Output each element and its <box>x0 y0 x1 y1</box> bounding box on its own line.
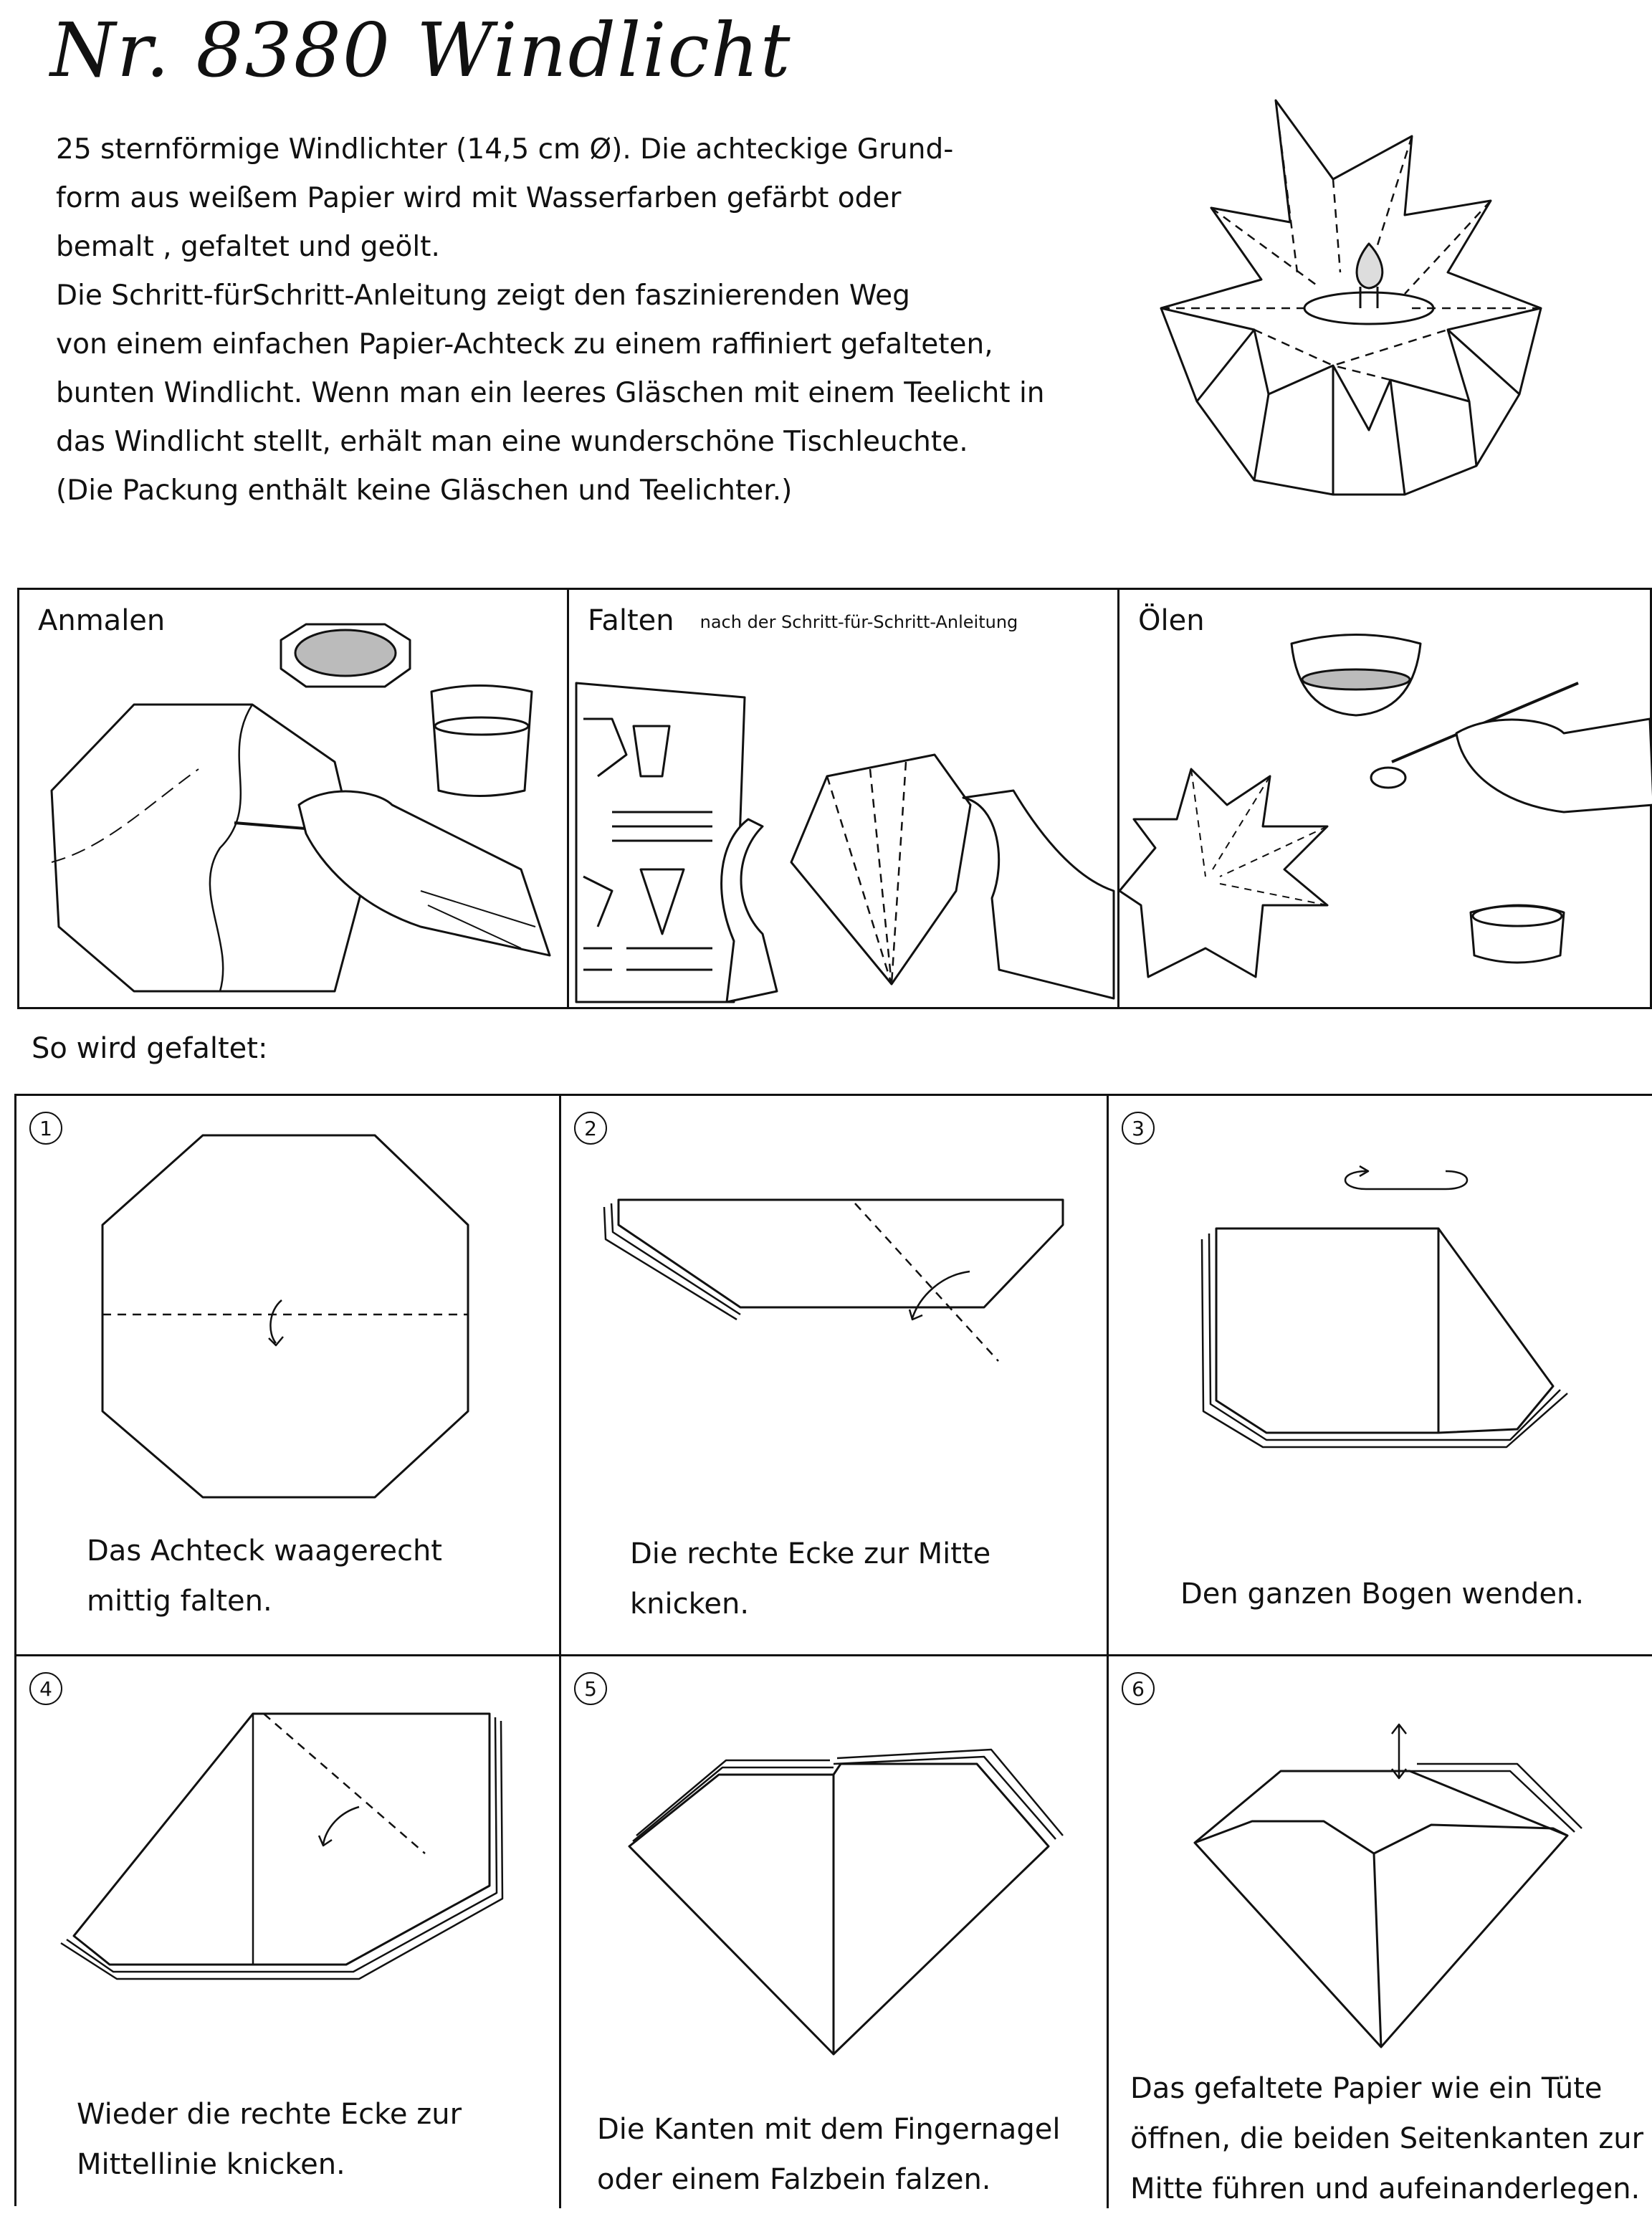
fold-down-arrow-icon <box>269 1300 283 1345</box>
step-number: 3 <box>1122 1112 1155 1145</box>
step-text-line: Mitte führen und aufeinanderlegen. <box>1130 2172 1641 2205</box>
step-number: 2 <box>574 1112 607 1145</box>
turn-over-icon <box>1345 1166 1467 1189</box>
process-strip <box>17 588 1652 1009</box>
intro-line: Die Schritt-fürSchritt-Anleitung zeigt den faszinierenden Weg <box>56 280 910 312</box>
intro-line: von einem einfachen Papier-Achteck zu einem raffiniert gefalteten, <box>56 328 993 361</box>
step-text-line: öffnen, die beiden Seitenkanten zur <box>1130 2122 1644 2155</box>
step-number: 4 <box>29 1672 62 1705</box>
step-text-line: Die rechte Ecke zur Mitte <box>630 1537 991 1570</box>
step-number: 1 <box>29 1112 62 1145</box>
instructions-heading: So wird gefaltet: <box>32 1032 268 1065</box>
oiling-panel <box>1117 590 1652 1007</box>
step-4 <box>16 1656 561 2208</box>
intro-line: (Die Packung enthält keine Gläschen und Teelichter.) <box>56 474 793 507</box>
oiling-label: Ölen <box>1138 604 1205 637</box>
step-text-line: Den ganzen Bogen wenden. <box>1180 1578 1585 1611</box>
step-text-line: Wieder die rechte Ecke zur <box>77 2098 462 2131</box>
painting-illustration <box>19 590 567 1007</box>
oiling-illustration <box>1119 590 1652 1007</box>
folding-note: nach der Schritt-für-Schritt-Anleitung <box>700 612 1018 632</box>
folding-illustration <box>569 590 1119 1007</box>
step-text-line: Das gefaltete Papier wie ein Tüte <box>1130 2072 1603 2105</box>
step-number: 6 <box>1122 1672 1155 1705</box>
intro-line: bunten Windlicht. Wenn man ein leeres Gläschen mit einem Teelicht in <box>56 377 1045 409</box>
fold-arrow-icon <box>319 1807 359 1846</box>
folding-label: Falten <box>588 604 674 637</box>
star-lantern-illustration <box>1132 93 1620 509</box>
painting-panel <box>19 590 567 1007</box>
intro-line: bemalt , gefaltet und geölt. <box>56 231 440 263</box>
intro-line: das Windlicht stellt, erhält man eine wunderschöne Tischleuchte. <box>56 426 968 458</box>
steps-grid <box>14 1094 1652 2206</box>
step-2 <box>561 1096 1109 1656</box>
intro-text <box>56 125 1059 515</box>
step-5 <box>561 1656 1109 2208</box>
intro-line: form aus weißem Papier wird mit Wasserfarben gefärbt oder <box>56 182 902 214</box>
intro-line: 25 sternförmige Windlichter (14,5 cm Ø). Die achteckige Grund- <box>56 133 954 166</box>
step-text-line: mittig falten. <box>87 1585 272 1618</box>
step-6 <box>1109 1656 1652 2208</box>
step-1 <box>16 1096 561 1656</box>
painting-label: Anmalen <box>38 604 166 637</box>
step-text-line: knicken. <box>630 1588 750 1621</box>
step-text-line: Die Kanten mit dem Fingernagel <box>597 2113 1061 2146</box>
step-text-line: Das Achteck waagerecht <box>87 1535 442 1568</box>
step-number: 5 <box>574 1672 607 1705</box>
folding-panel <box>567 590 1117 1007</box>
page-title: Nr. 8380 Windlicht <box>50 6 792 94</box>
step-text-line: oder einem Falzbein falzen. <box>597 2163 991 2196</box>
step-3 <box>1109 1096 1652 1656</box>
step-text-line: Mittellinie knicken. <box>77 2148 345 2181</box>
